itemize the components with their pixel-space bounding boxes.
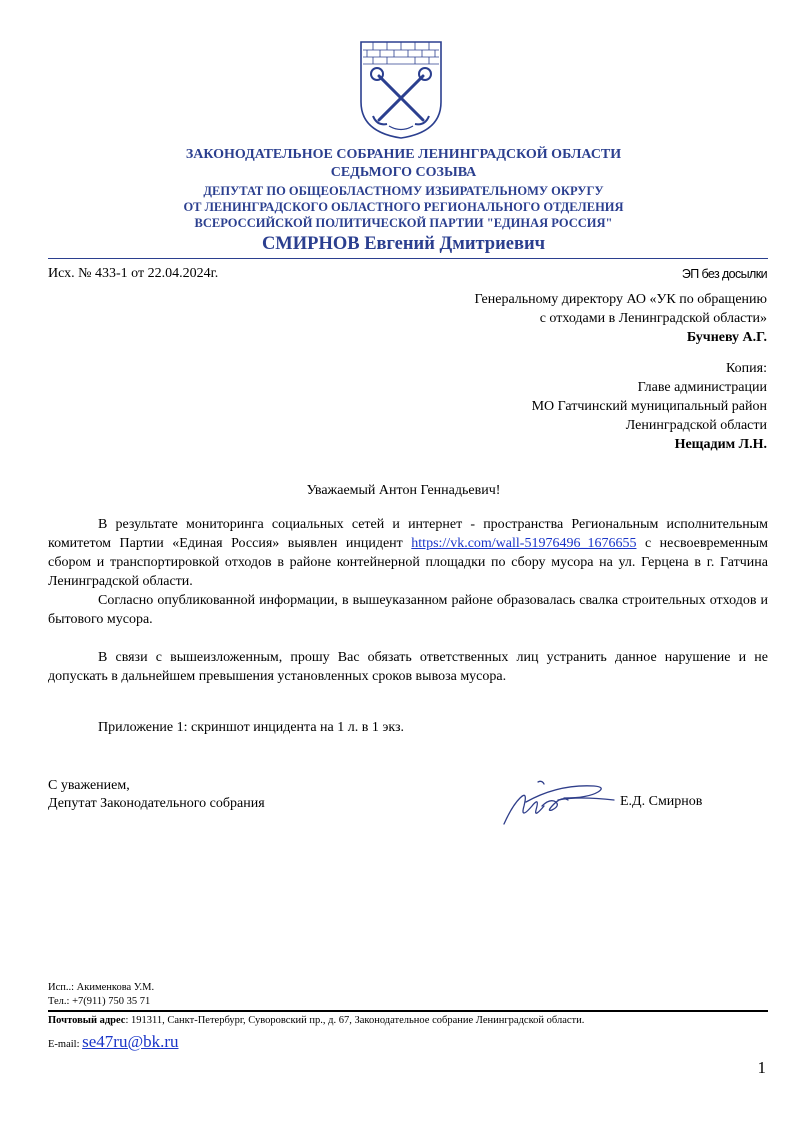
incident-link[interactable]: https://vk.com/wall-51976496_1676655	[411, 536, 637, 551]
letterhead-branch: ОТ ЛЕНИНГРАДСКОГО ОБЛАСТНОГО РЕГИОНАЛЬНОГО ОТДЕЛЕНИЯ	[183, 200, 624, 214]
attachment-note: Приложение 1: скриншот инцидента на 1 л. в 1 экз.	[98, 720, 405, 735]
email-line	[48, 1032, 179, 1052]
greeting: Уважаемый Антон Геннадьевич!	[306, 483, 501, 498]
email-label: E-mail:	[48, 1039, 83, 1050]
signer-name: Е.Д. Смирнов	[620, 794, 703, 809]
executor-phone: Тел.: +7(911) 750 35 71	[48, 996, 151, 1007]
closing-regards: С уважением,	[48, 778, 130, 793]
handwritten-signature	[498, 776, 616, 828]
email-link[interactable]: se47ru@bk.ru	[82, 1032, 179, 1051]
page-number: 1	[757, 1058, 766, 1077]
postal-address-label: Почтовый адрес	[48, 1015, 126, 1026]
body-paragraph-2: Согласно опубликованной информации, в вышеуказанном районе образовалась свалка строительных отходов и бытового мусора.	[48, 593, 768, 627]
body-paragraph-3: В связи с вышеизложенным, прошу Вас обязать ответственных лиц устранить данное нарушение и не допускать в дальнейшем превышения установленных сроков вывоза мусора.	[48, 650, 768, 684]
copy-label: Копия:	[726, 361, 767, 376]
body-paragraph-1-end: с несвоевременным сбором и транспортировкой отходов в районе контейнерной площадки по сбору мусора на ул. Герцена в г. Гатчина Ленинградской области.	[48, 536, 769, 589]
postal-address-value: : 191311, Санкт-Петербург, Суворовский пр., д. 67, Законодательное собрание Ленинградской области.	[125, 1015, 585, 1026]
delivery-note: ЭП без досылки	[681, 267, 767, 281]
footer-divider	[48, 1010, 768, 1012]
copy-line-1: Главе администрации	[637, 380, 767, 395]
executor: Исп..: Акименкова У.М.	[48, 982, 155, 993]
letterhead-assembly: ЗАКОНОДАТЕЛЬНОЕ СОБРАНИЕ ЛЕНИНГРАДСКОЙ ОБЛАСТИ	[185, 147, 622, 162]
body-paragraph-1	[48, 515, 768, 591]
outgoing-reference: Исх. № 433-1 от 22.04.2024г.	[48, 266, 219, 281]
addressee-line-2: с отходами в Ленинградской области»	[539, 311, 767, 326]
coat-of-arms-icon	[359, 40, 443, 140]
body-paragraph-1-start: В результате мониторинга социальных сетей и интернет - пространства Региональным исполнительным комитетом Партии «Единая Россия» выявлен инцидент	[48, 517, 768, 551]
copy-name: Нещадим Л.Н.	[674, 437, 767, 452]
copy-line-3: Ленинградской области	[625, 418, 767, 433]
deputy-name: СМИРНОВ Евгений Дмитриевич	[261, 234, 546, 254]
letterhead-convocation: СЕДЬМОГО СОЗЫВА	[330, 165, 477, 180]
postal-address	[48, 1015, 584, 1026]
addressee-line-1: Генеральному директору АО «УК по обращению	[474, 292, 767, 307]
letterhead-divider	[48, 258, 768, 259]
closing-position: Депутат Законодательного собрания	[48, 796, 265, 811]
letterhead-party: ВСЕРОССИЙСКОЙ ПОЛИТИЧЕСКОЙ ПАРТИИ "ЕДИНАЯ РОССИЯ"	[194, 216, 613, 230]
addressee-name: Бучневу А.Г.	[686, 330, 767, 345]
letterhead-deputy-district: ДЕПУТАТ ПО ОБЩЕОБЛАСТНОМУ ИЗБИРАТЕЛЬНОМУ ОКРУГУ	[203, 184, 604, 198]
copy-line-2: МО Гатчинский муниципальный район	[531, 399, 767, 414]
